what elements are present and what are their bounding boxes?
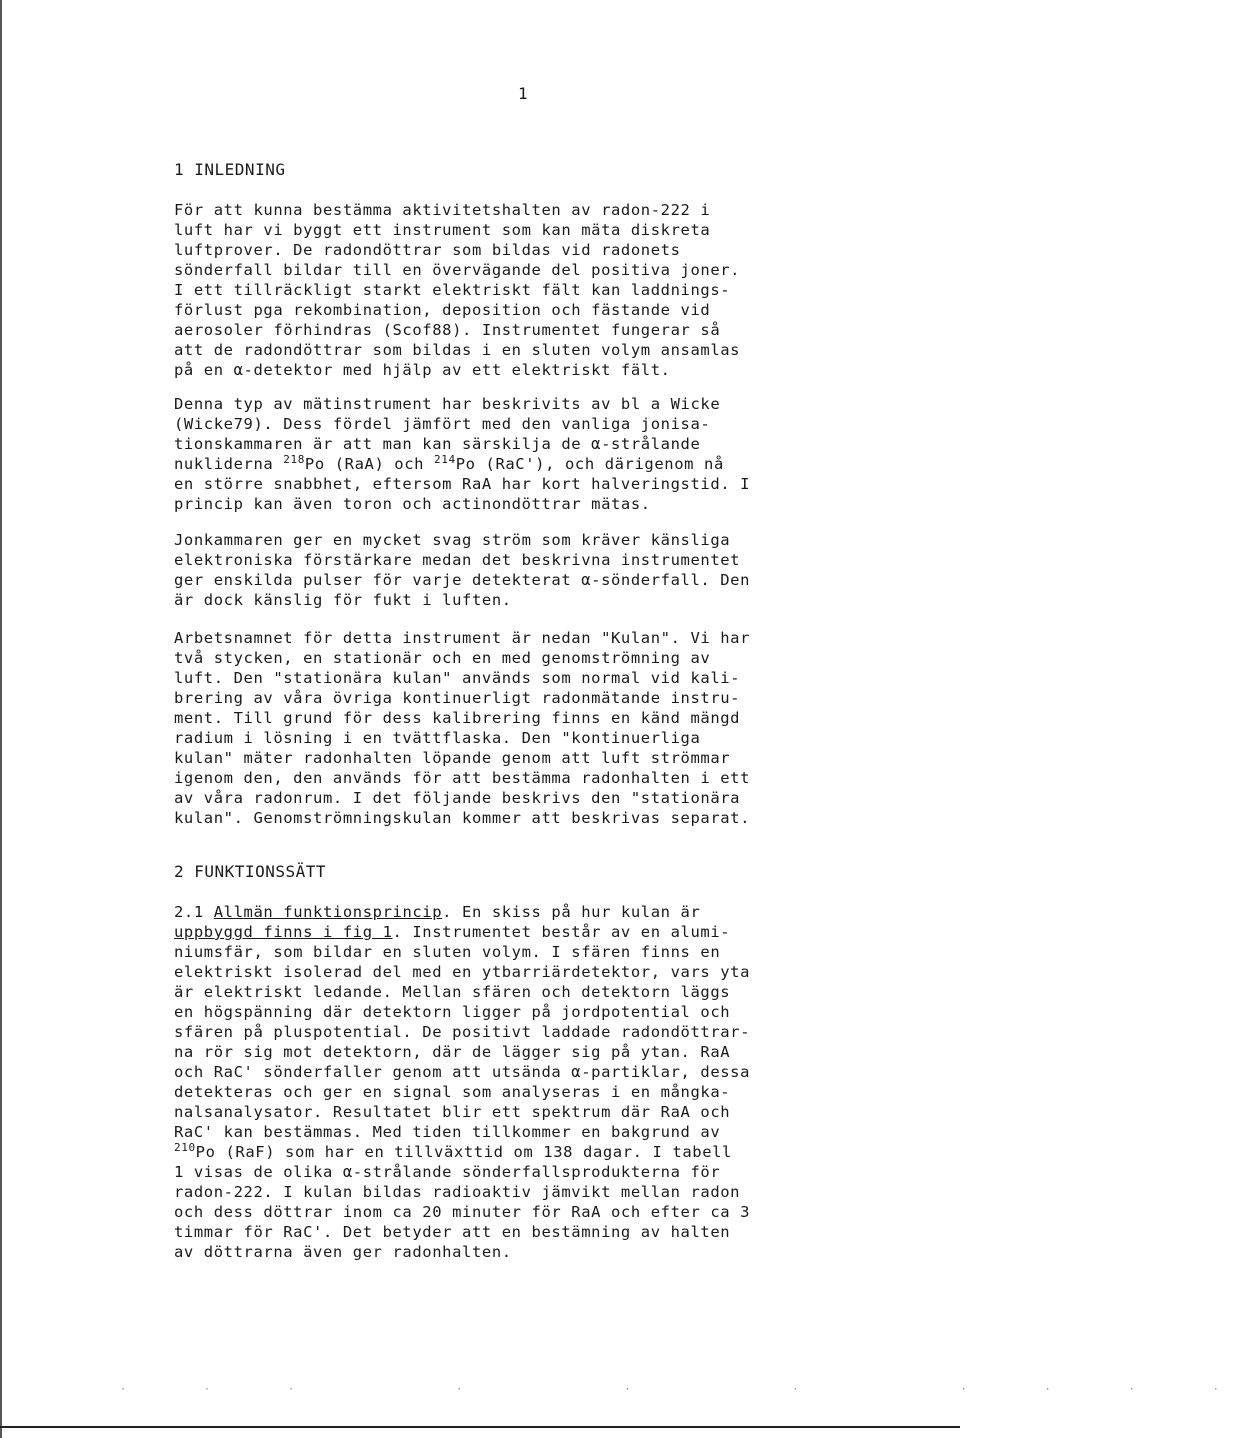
text-line: kulan" mäter radonhalten löpande genom att luft strömmar <box>174 749 731 767</box>
text-line: på en α-detektor med hjälp av ett elektriskt fält. <box>174 361 671 379</box>
section-1-paragraph-4 <box>174 628 874 828</box>
text-fragment: . En skiss på hur kulan är <box>442 903 701 921</box>
text-line: na rör sig mot detektorn, där de lägger sig på ytan. RaA <box>174 1043 731 1061</box>
text-line: en större snabbhet, eftersom RaA har kort halveringstid. I <box>174 475 751 493</box>
subsection-number: 2.1 <box>174 903 214 921</box>
text-line: RaC' kan bestämmas. Med tiden tillkommer en bakgrund av <box>174 1123 721 1141</box>
text-line: av våra radonrum. I det följande beskrivs den "stationära <box>174 789 741 807</box>
text-line <box>174 922 874 942</box>
section-1-paragraph-2 <box>174 394 874 514</box>
text-line: Arbetsnamnet för detta instrument är nedan "Kulan". Vi har <box>174 629 751 647</box>
isotope-mass-number: 210 <box>174 1141 196 1154</box>
text-line: Jonkammaren ger en mycket svag ström som kräver känsliga <box>174 531 731 549</box>
text-line: elektroniska förstärkare medan det beskrivna instrumentet <box>174 551 741 569</box>
section-1-paragraph-1 <box>174 200 874 380</box>
text-line-with-isotope <box>174 1142 874 1162</box>
text-line: (Wicke79). Dess fördel jämfört med den vanliga jonisa- <box>174 415 711 433</box>
text-line: två stycken, en stationär och en med genomströmning av <box>174 649 711 667</box>
text-line: förlust pga rekombination, deposition och fästande vid <box>174 301 711 319</box>
text-line: igenom den, den används för att bestämma radonhalten i ett <box>174 769 751 787</box>
text-line: är elektriskt ledande. Mellan sfären och detektorn läggs <box>174 983 731 1001</box>
text-fragment: Po (RaA) och <box>304 455 435 473</box>
text-line: ment. Till grund för dess kalibrering finns en känd mängd <box>174 709 741 727</box>
text-line: och dess döttrar inom ca 20 minuter för RaA och efter ca 3 <box>174 1203 751 1221</box>
figure-reference: uppbyggd finns i fig 1 <box>174 923 393 941</box>
section-1-paragraph-3 <box>174 530 874 610</box>
text-line: Denna typ av mätinstrument har beskrivits av bl a Wicke <box>174 395 721 413</box>
text-line: aerosoler förhindras (Scof88). Instrumentet fungerar så <box>174 321 721 339</box>
text-line: är dock känslig för fukt i luften. <box>174 591 512 609</box>
page-number: 1 <box>518 84 528 103</box>
scan-edge-bottom <box>0 1426 960 1428</box>
text-line: luft har vi byggt ett instrument som kan mäta diskreta <box>174 221 711 239</box>
text-line: av döttrarna även ger radonhalten. <box>174 1243 512 1261</box>
section-1-heading: 1 INLEDNING <box>174 160 286 179</box>
text-line: luft. Den "stationära kulan" används som normal vid kali- <box>174 669 741 687</box>
subsection-title-line <box>174 902 874 922</box>
text-line: niumsfär, som bildar en sluten volym. I sfären finns en <box>174 943 721 961</box>
text-line: princip kan även toron och actinondöttrar mätas. <box>174 495 651 513</box>
section-2-paragraph-1 <box>174 902 874 1262</box>
section-2-heading: 2 FUNKTIONSSÄTT <box>174 862 326 881</box>
text-line: ger enskilda pulser för varje detekterat α-sönderfall. Den <box>174 571 751 589</box>
text-line: radon-222. I kulan bildas radioaktiv jämvikt mellan radon <box>174 1183 741 1201</box>
scan-noise: · · · · · · · · · · <box>120 1384 1241 1395</box>
text-fragment: . Instrumentet består av en alumi- <box>392 923 731 941</box>
text-line: 1 visas de olika α-strålande sönderfallsprodukterna för <box>174 1163 721 1181</box>
text-line: I ett tillräckligt starkt elektriskt fält kan laddnings- <box>174 281 731 299</box>
text-line: detekteras och ger en signal som analyseras i en mångka- <box>174 1083 731 1101</box>
text-line: nalsanalysator. Resultatet blir ett spektrum där RaA och <box>174 1103 731 1121</box>
text-line: brering av våra övriga kontinuerligt radonmätande instru- <box>174 689 741 707</box>
text-line: timmar för RaC'. Det betyder att en bestämning av halten <box>174 1223 731 1241</box>
subsection-title: Allmän funktionsprincip <box>213 903 443 921</box>
text-line: radium i lösning i en tvättflaska. Den "kontinuerliga <box>174 729 701 747</box>
text-fragment: nukliderna <box>174 455 284 473</box>
isotope-mass-number: 214 <box>434 453 456 466</box>
text-line-with-isotopes <box>174 454 874 474</box>
text-line: sfären på pluspotential. De positivt laddade radondöttrar- <box>174 1023 751 1041</box>
text-line: luftprover. De radondöttrar som bildas vid radonets <box>174 241 681 259</box>
text-line: kulan". Genomströmningskulan kommer att beskrivas separat. <box>174 809 751 827</box>
scan-edge-left <box>0 0 2 1438</box>
text-fragment: Po (RaC'), och därigenom nå <box>455 455 724 473</box>
text-line: elektriskt isolerad del med en ytbarriärdetektor, vars yta <box>174 963 751 981</box>
text-line: sönderfall bildar till en övervägande del positiva joner. <box>174 261 741 279</box>
text-line: en högspänning där detektorn ligger på jordpotential och <box>174 1003 731 1021</box>
text-line: tionskammaren är att man kan särskilja de α-strålande <box>174 435 701 453</box>
text-fragment: Po (RaF) som har en tillväxttid om 138 dagar. I tabell <box>195 1143 732 1161</box>
isotope-mass-number: 218 <box>283 453 305 466</box>
text-line: att de radondöttrar som bildas i en sluten volym ansamlas <box>174 341 741 359</box>
text-line: och RaC' sönderfaller genom att utsända α-partiklar, dessa <box>174 1063 751 1081</box>
text-line: För att kunna bestämma aktivitetshalten av radon-222 i <box>174 201 711 219</box>
